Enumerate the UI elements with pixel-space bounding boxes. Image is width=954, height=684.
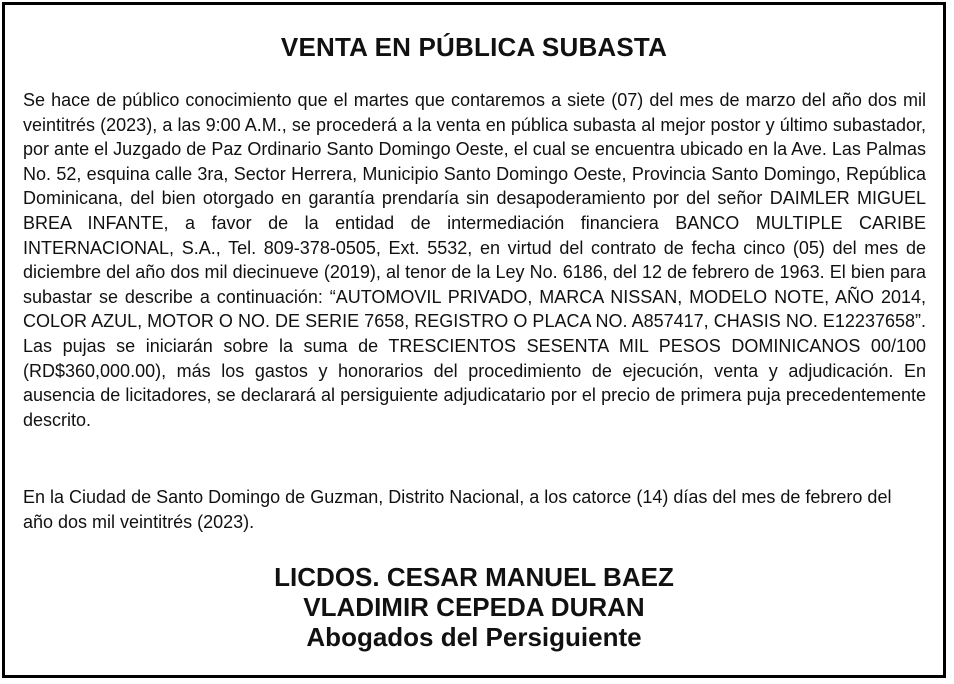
signature-line-lawyers: LICDOS. CESAR MANUEL BAEZ [274, 562, 674, 592]
signature-line-names: VLADIMIR CEPEDA DURAN [303, 592, 645, 622]
signature-block [5, 562, 943, 652]
notice-title: VENTA EN PÚBLICA SUBASTA [280, 32, 668, 62]
notice-closing: En la Ciudad de Santo Domingo de Guzman, Distrito Nacional, a los catorce (14) días del mes de febrero del año dos mil veintitrés (2023). [23, 487, 892, 532]
auction-notice [2, 2, 946, 678]
notice-body: Se hace de público conocimiento que el martes que contaremos a siete (07) del mes de marzo del año dos mil veintitrés (2023), a las 9:00 A.M., se procederá a la venta en pública subasta al mejor postor y último subastador, por ante el Juzgado de Paz Ordinario Santo Domingo Oeste, el cual se encuentra ubicado en la Ave. Las Palmas No. 52, esquina calle 3ra, Sector Herrera, Municipio Santo Domingo Oeste, Provincia Santo Domingo, República Dominicana, del bien otorgado en garantía prendaría sin desapoderamiento por del señor DAIMLER MIGUEL BREA INFANTE, a favor de la entidad de intermediación financiera BANCO MULTIPLE CARIBE INTERNACIONAL, S.A., Tel. 809-378-0505, Ext. 5532, en virtud del contrato de fecha cinco (05) del mes de diciembre del año dos mil diecinueve (2019), al tenor de la Ley No. 6186, del 12 de febrero de 1963. El bien para subastar se describe a continuación: “AUTOMOVIL PRIVADO, MARCA NISSAN, MODELO NOTE, AÑO 2014, COLOR AZUL, MOTOR O NO. DE SERIE 7658, REGISTRO O PLACA NO. A857417, CHASIS NO. E12237658”. Las pujas se iniciarán sobre la suma de TRESCIENTOS SESENTA MIL PESOS DOMINICANOS 00/100 (RD$360,000.00), más los gastos y honorarios del procedimiento de ejecución, venta y adjudicación. En ausencia de licitadores, se declarará al persiguiente adjudicatario por el precio de primera puja precedentemente descrito. [23, 90, 926, 430]
signature-line-role: Abogados del Persiguiente [306, 622, 642, 652]
